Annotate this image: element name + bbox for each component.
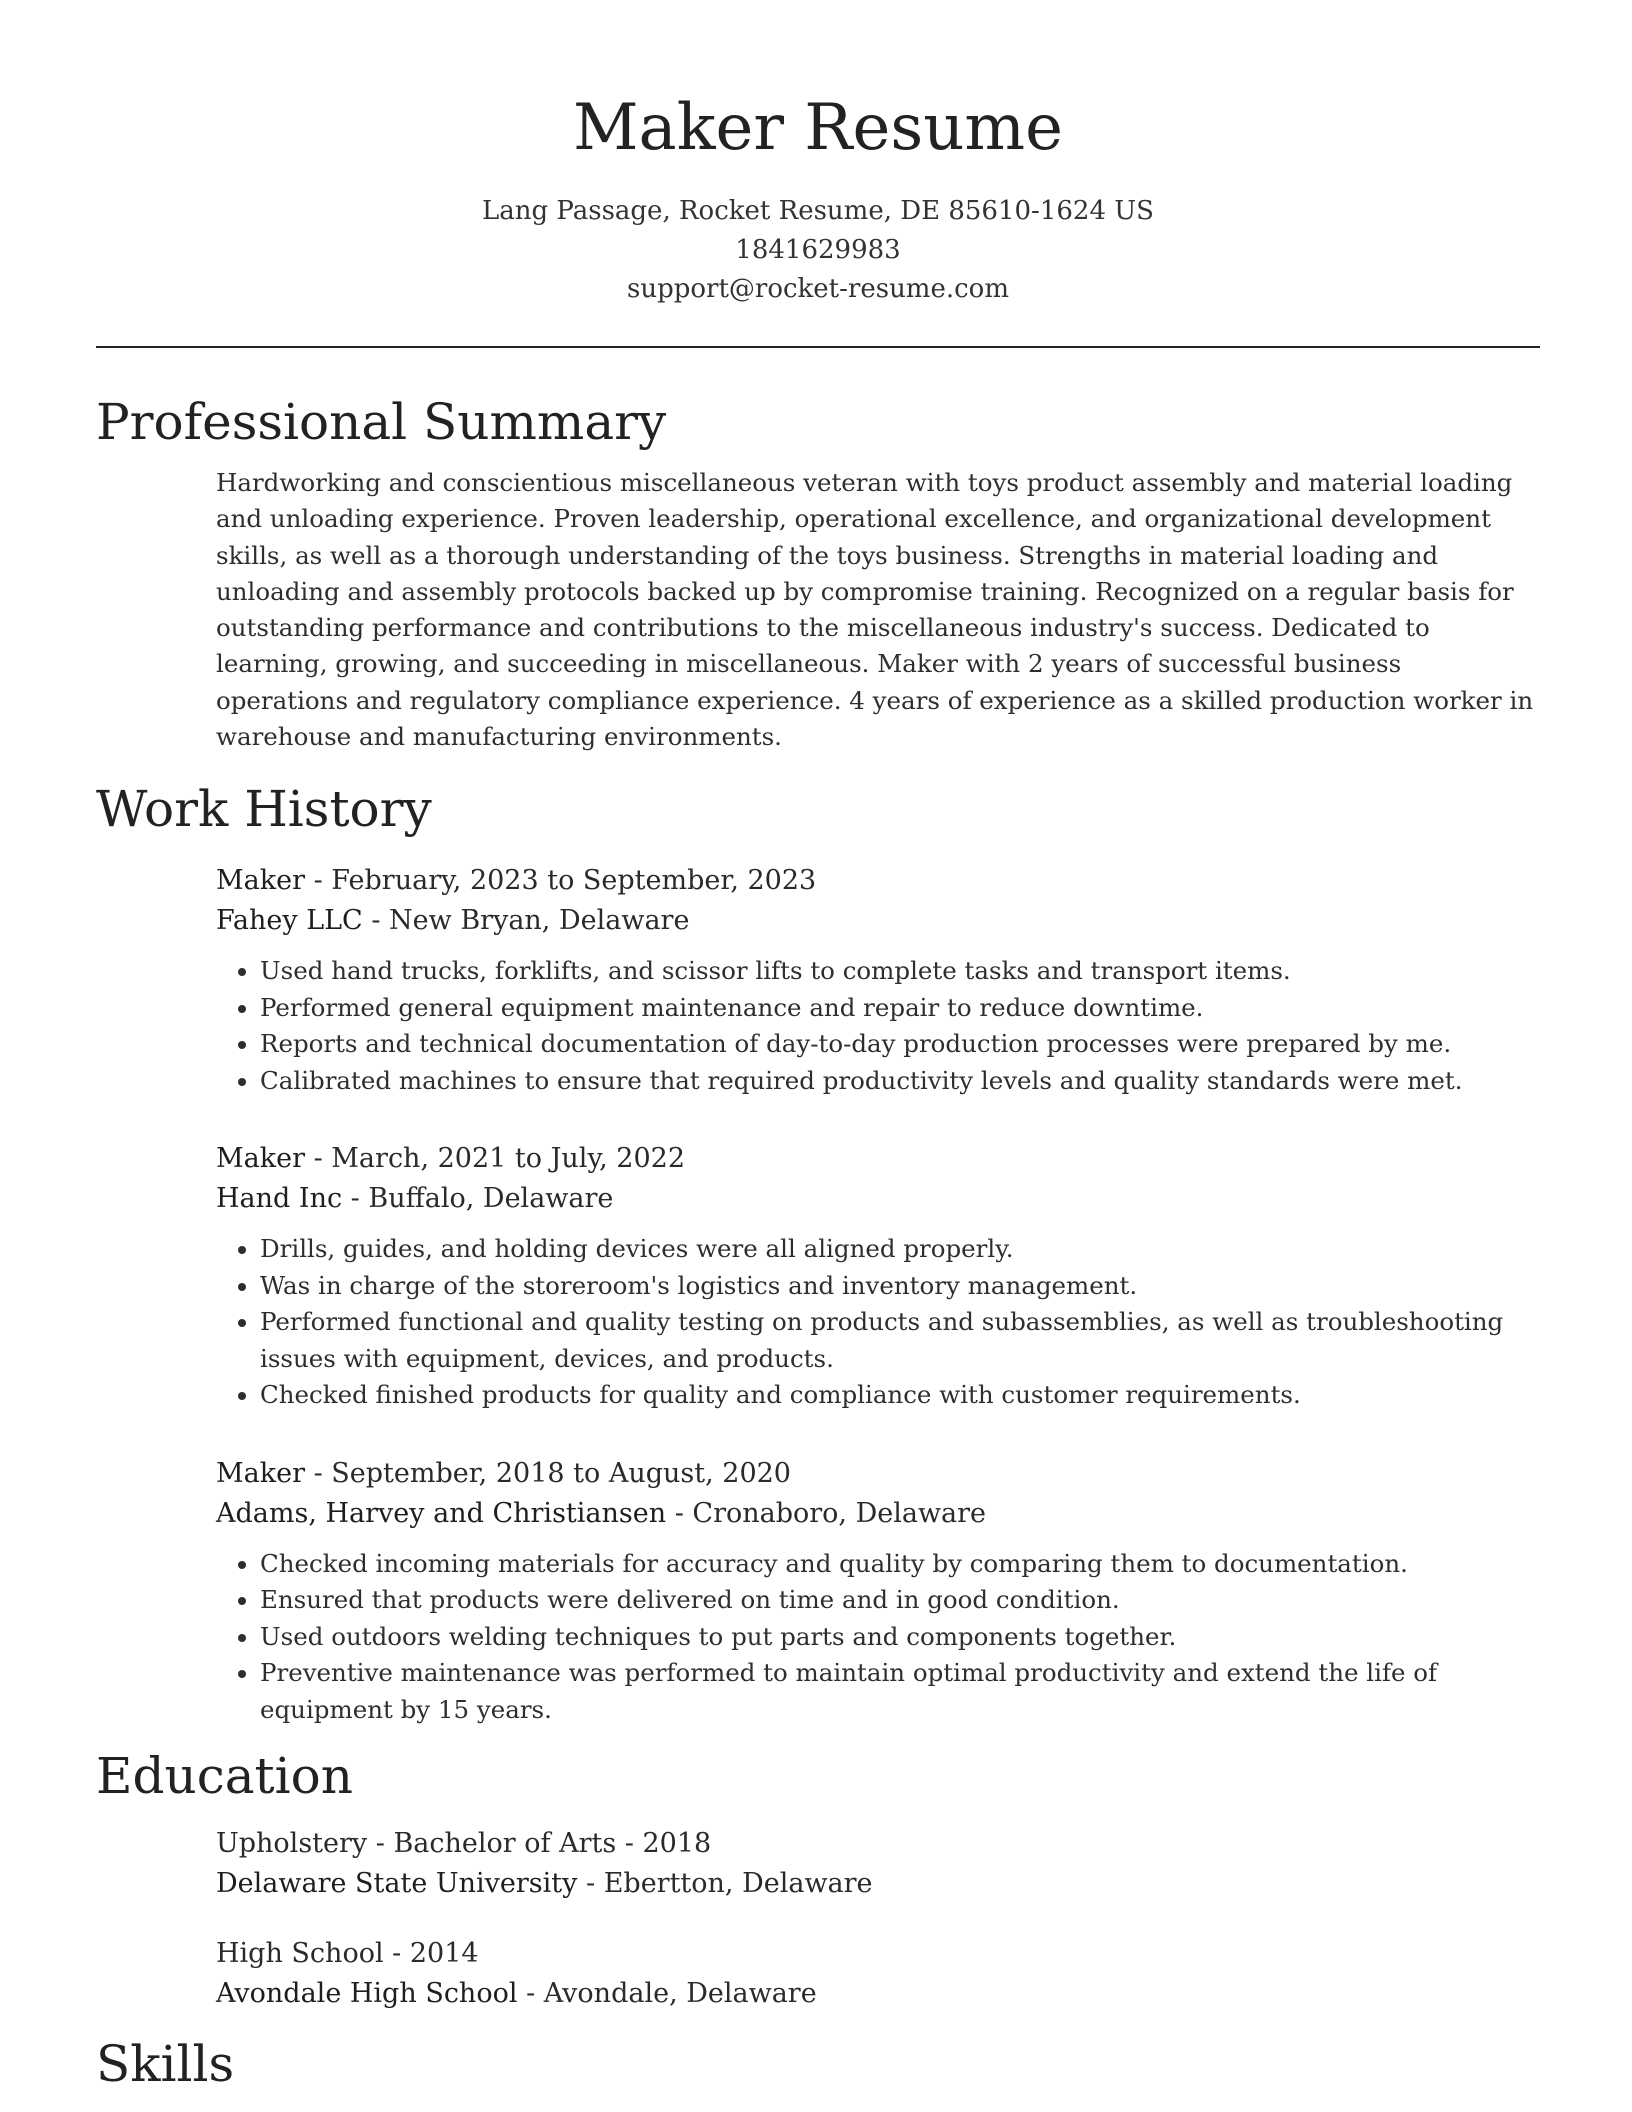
candidate-name: Maker Resume [573, 91, 1063, 165]
summary-text: Hardworking and conscientious miscellaneous veteran with toys product assembly and material loading and unloading experience. Proven leadership, operational excellence, and organizational development skills, as well as a thorough understanding of the toys business. Strengths in material loading and unloading and assembly protocols backed up by compromise training. Recognized on a regular basis for outstanding performance and contributions to the miscellaneous industry's success. Dedicated to learning, growing, and succeeding in miscellaneous. Maker with 2 years of successful business operations and regulatory compliance experience. 4 years of experience as a skilled production worker in warehouse and manufacturing environments. [216, 468, 1534, 752]
job-bullets [216, 1546, 1540, 1729]
job-bullet: • Calibrated machines to ensure that required productivity levels and quality standards were met. [260, 1063, 1540, 1100]
education-heading: Education [96, 1747, 353, 1806]
job-bullet: • Performed functional and quality testing on products and subassemblies, as well as troubleshooting issues with equipment, devices, and products. [260, 1304, 1540, 1377]
job-dates: - February, 2023 to September, 2023 [305, 865, 817, 897]
job-bullets [216, 953, 1540, 1099]
job-title-line [216, 861, 1540, 901]
header-divider [96, 346, 1540, 348]
education-location: - Ebertton, Delaware [577, 1868, 873, 1900]
summary-section [96, 392, 1540, 755]
job-title: Maker [216, 865, 305, 897]
job-location: - Buffalo, Delaware [342, 1183, 614, 1215]
contact-address: Lang Passage, Rocket Resume, DE 85610-1624 US [481, 196, 1154, 226]
contact-block [96, 192, 1540, 309]
job-bullet: • Used outdoors welding techniques to put parts and components together. [260, 1619, 1540, 1656]
education-school-line [216, 1974, 1540, 2014]
job-title: Maker [216, 1457, 305, 1489]
job-location: - Cronaboro, Delaware [666, 1497, 987, 1529]
job-entry [216, 861, 1540, 1099]
work-history-heading: Work History [96, 780, 432, 839]
summary-heading: Professional Summary [96, 393, 667, 451]
job-bullet: • Reports and technical documentation of day-to-day production processes were prepared by me. [260, 1026, 1540, 1063]
job-bullet: • Checked finished products for quality and compliance with customer requirements. [260, 1377, 1540, 1414]
job-bullet: • Preventive maintenance was performed to maintain optimal productivity and extend the life of equipment by 15 years. [260, 1655, 1540, 1728]
job-location: - New Bryan, Delaware [362, 905, 690, 937]
education-degree: High School - 2014 [216, 1938, 479, 1970]
education-degree: Upholstery - Bachelor of Arts - 2018 [216, 1828, 712, 1860]
job-bullet: • Ensured that products were delivered on time and in good condition. [260, 1582, 1540, 1619]
job-title: Maker [216, 1143, 305, 1175]
education-entry [216, 1934, 1540, 2014]
job-company-line [216, 1494, 1540, 1534]
skills-heading: Skills [96, 2035, 235, 2094]
job-title-line [216, 1454, 1540, 1494]
contact-phone: 1841629983 [735, 235, 901, 265]
contact-email: support@rocket-resume.com [626, 274, 1009, 304]
job-bullet: • Performed general equipment maintenance and repair to reduce downtime. [260, 990, 1540, 1027]
education-school: Delaware State University [216, 1868, 578, 1900]
resume-header [96, 0, 1540, 309]
job-entry [216, 1454, 1540, 1729]
education-entry [216, 1824, 1540, 1904]
job-bullets [216, 1231, 1540, 1414]
job-bullet: • Drills, guides, and holding devices were all aligned properly. [260, 1231, 1540, 1268]
job-bullet: • Used hand trucks, forklifts, and scissor lifts to complete tasks and transport items. [260, 953, 1540, 990]
job-company: Fahey LLC [216, 905, 363, 937]
job-title-line [216, 1139, 1540, 1179]
education-school: Avondale High School [216, 1978, 518, 2010]
skills-section [96, 2034, 1540, 2094]
resume-page [96, 0, 1540, 2094]
job-dates: - March, 2021 to July, 2022 [305, 1143, 685, 1175]
job-company: Adams, Harvey and Christiansen [216, 1497, 667, 1529]
job-company: Hand Inc [216, 1183, 343, 1215]
job-entry [216, 1139, 1540, 1414]
job-bullet: • Checked incoming materials for accuracy and quality by comparing them to documentation. [260, 1546, 1540, 1583]
job-dates: - September, 2018 to August, 2020 [305, 1457, 791, 1489]
work-history-section [96, 779, 1540, 1728]
job-company-line [216, 901, 1540, 941]
job-company-line [216, 1179, 1540, 1219]
education-section [96, 1746, 1540, 2014]
job-bullet: • Was in charge of the storeroom's logistics and inventory management. [260, 1268, 1540, 1305]
education-school-line [216, 1864, 1540, 1904]
education-location: - Avondale, Delaware [517, 1978, 817, 2010]
